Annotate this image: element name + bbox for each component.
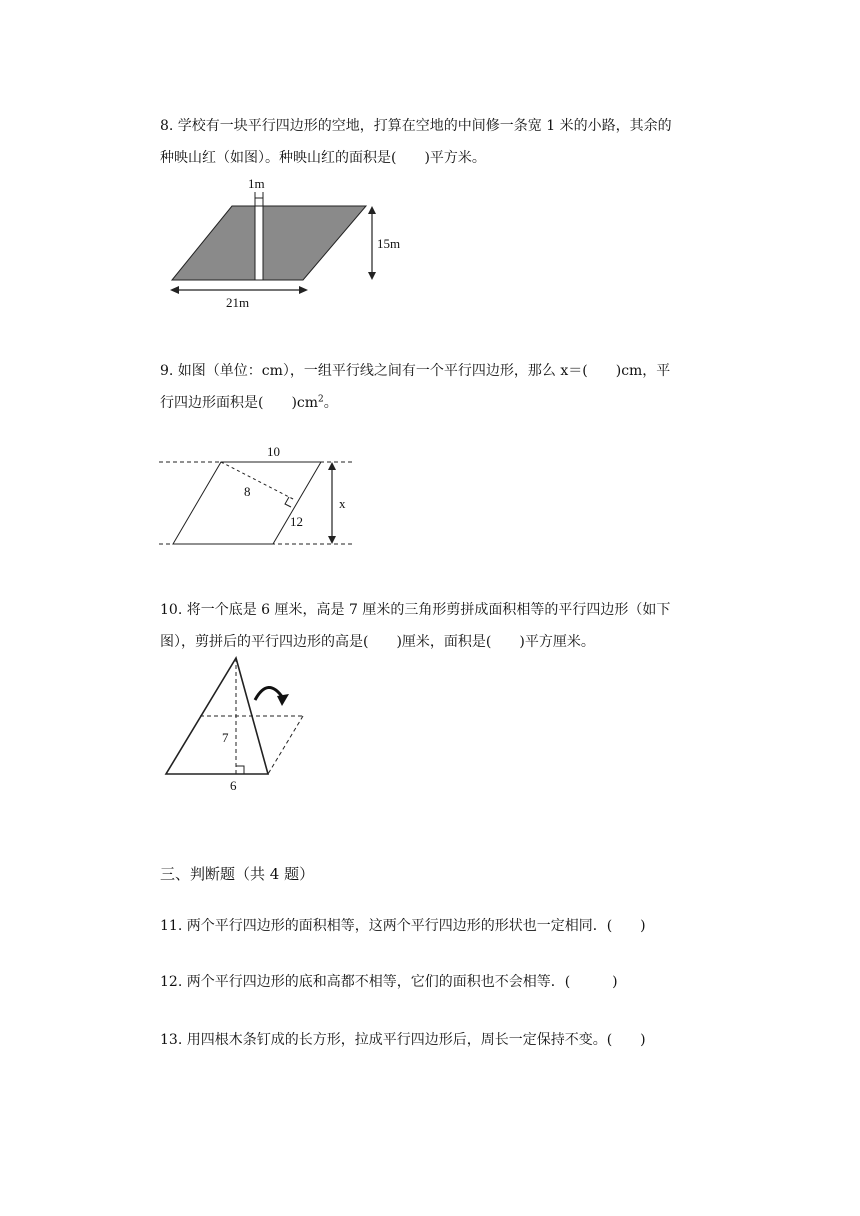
q8-height-label: 15m bbox=[377, 236, 401, 251]
q8-base-label: 21m bbox=[226, 295, 250, 310]
q9-text-line2 bbox=[160, 393, 338, 413]
section3-heading: 三、判断题（共 4 题） bbox=[160, 865, 315, 883]
q9-x-label: x bbox=[339, 496, 346, 511]
q8-parallelogram-figure bbox=[160, 172, 401, 312]
q9-parallelogram-figure bbox=[155, 440, 365, 552]
q9-text-line1: 9. 如图（单位：cm），一组平行线之间有一个平行四边形，那么 x＝( )cm，平 bbox=[160, 363, 671, 379]
q10-base-label: 6 bbox=[230, 778, 237, 793]
q10-triangle-figure bbox=[160, 654, 310, 796]
q9-right-angle-mark bbox=[285, 497, 291, 507]
q8-road-strip bbox=[255, 206, 263, 280]
q10-text-line1: 10. 将一个底是 6 厘米，高是 7 厘米的三角形剪拼成面积相等的平行四边形（如下 bbox=[160, 602, 671, 618]
q8-road-label: 1m bbox=[248, 176, 265, 191]
q10-height-label: 7 bbox=[222, 730, 229, 745]
q8-parallelogram-shape bbox=[172, 206, 366, 280]
q9-parallelogram-shape bbox=[173, 462, 321, 544]
q9-text-line2-prefix: 行四边形面积是( )cm bbox=[160, 395, 319, 411]
q9-text-line2-suffix: 。 bbox=[323, 395, 338, 411]
q9-dash-label: 8 bbox=[244, 484, 251, 499]
q13-text: 13. 用四根木条钉成的长方形，拉成平行四边形后，周长一定保持不变。( ) bbox=[160, 1032, 646, 1048]
q9-height-dashed-line bbox=[221, 462, 295, 500]
q12-text: 12. 两个平行四边形的底和高都不相等，它们的面积也不会相等．( ) bbox=[160, 974, 618, 990]
q8-text-line1: 8. 学校有一块平行四边形的空地，打算在空地的中间修一条宽 1 米的小路，其余的 bbox=[160, 118, 672, 134]
q9-top-label: 10 bbox=[267, 444, 280, 459]
q9-side-label: 12 bbox=[290, 514, 303, 529]
q10-text-line2: 图），剪拼后的平行四边形的高是( )厘米，面积是( )平方厘米。 bbox=[160, 634, 595, 650]
q10-right-angle-mark bbox=[236, 766, 244, 774]
q8-text-line2: 种映山红（如图）。种映山红的面积是( )平方米。 bbox=[160, 150, 486, 166]
q9-unit-superscript: 2 bbox=[318, 394, 324, 405]
q10-moved-piece-dashed bbox=[268, 716, 303, 774]
q11-text: 11. 两个平行四边形的面积相等，这两个平行四边形的形状也一定相同．( ) bbox=[160, 918, 646, 934]
